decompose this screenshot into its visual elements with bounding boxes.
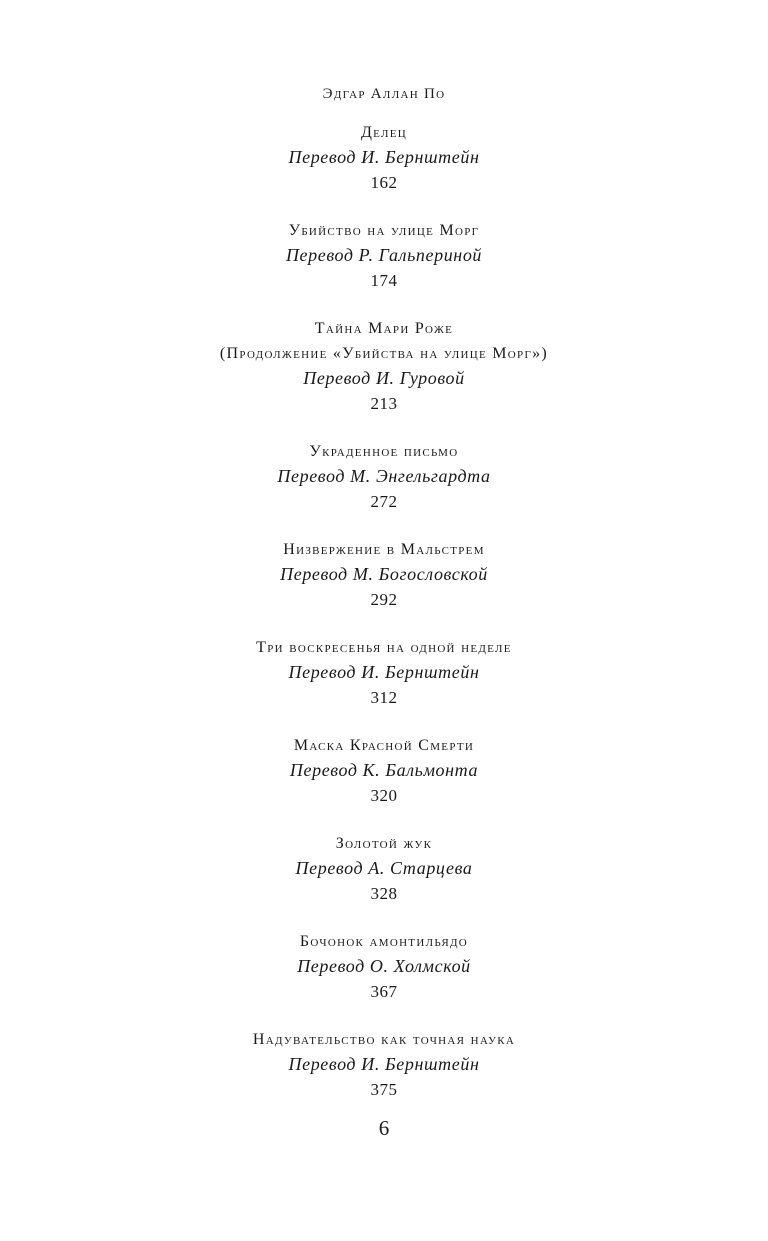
toc-entry-translator: Перевод О. Холмской <box>297 956 471 976</box>
toc-entry-page: 272 <box>370 492 398 511</box>
toc-entry-title: Три воскресенья на одной неделе <box>256 639 512 656</box>
toc-entry <box>0 1027 768 1102</box>
toc-entry-title: Надувательство как точная наука <box>252 1031 516 1048</box>
toc-entry-title: Бочонок амонтильядо <box>299 933 469 950</box>
toc-entry <box>0 218 768 293</box>
toc-entry <box>0 439 768 514</box>
toc-entry-page: 292 <box>370 590 398 609</box>
toc-entry-subtitle: (Продолжение «Убийства на улице Морг») <box>219 345 549 362</box>
toc-entry-translator: Перевод И. Гуровой <box>303 368 465 388</box>
table-of-contents <box>0 120 768 1102</box>
toc-entry-page: 312 <box>370 688 398 707</box>
toc-entry <box>0 929 768 1004</box>
toc-entry-title: Убийство на улице Морг <box>288 222 480 239</box>
toc-entry-title: Украденное письмо <box>309 443 459 460</box>
toc-entry-title: Маска Красной Смерти <box>293 737 475 754</box>
toc-entry-page: 162 <box>370 173 398 192</box>
toc-entry-translator: Перевод М. Энгельгардта <box>277 466 491 486</box>
toc-entry-translator: Перевод А. Старцева <box>295 858 473 878</box>
toc-entry-title: Тайна Мари Роже <box>314 320 454 337</box>
running-header: Эдгар Аллан По <box>322 86 446 102</box>
toc-entry-translator: Перевод И. Бернштейн <box>288 1054 480 1074</box>
toc-entry <box>0 733 768 808</box>
toc-entry <box>0 537 768 612</box>
toc-entry-translator: Перевод И. Бернштейн <box>288 147 480 167</box>
toc-entry-title: Низвержение в Мальстрем <box>283 541 485 558</box>
toc-entry-title: Золотой жук <box>335 835 433 852</box>
toc-entry-translator: Перевод И. Бернштейн <box>288 662 480 682</box>
toc-entry-page: 213 <box>370 394 398 413</box>
toc-entry <box>0 316 768 416</box>
toc-entry-page: 367 <box>370 982 398 1001</box>
toc-entry-translator: Перевод М. Богословской <box>280 564 488 584</box>
toc-entry <box>0 635 768 710</box>
page-number: 6 <box>378 1116 390 1140</box>
toc-entry-page: 375 <box>370 1080 398 1099</box>
toc-entry-translator: Перевод Р. Гальпериной <box>285 245 483 265</box>
toc-entry-title: Делец <box>360 124 408 141</box>
toc-entry <box>0 831 768 906</box>
toc-entry-page: 328 <box>370 884 398 903</box>
toc-entry-page: 320 <box>370 786 398 805</box>
toc-entry-page: 174 <box>370 271 398 290</box>
toc-entry-translator: Перевод К. Бальмонта <box>289 760 479 780</box>
toc-entry <box>0 120 768 195</box>
